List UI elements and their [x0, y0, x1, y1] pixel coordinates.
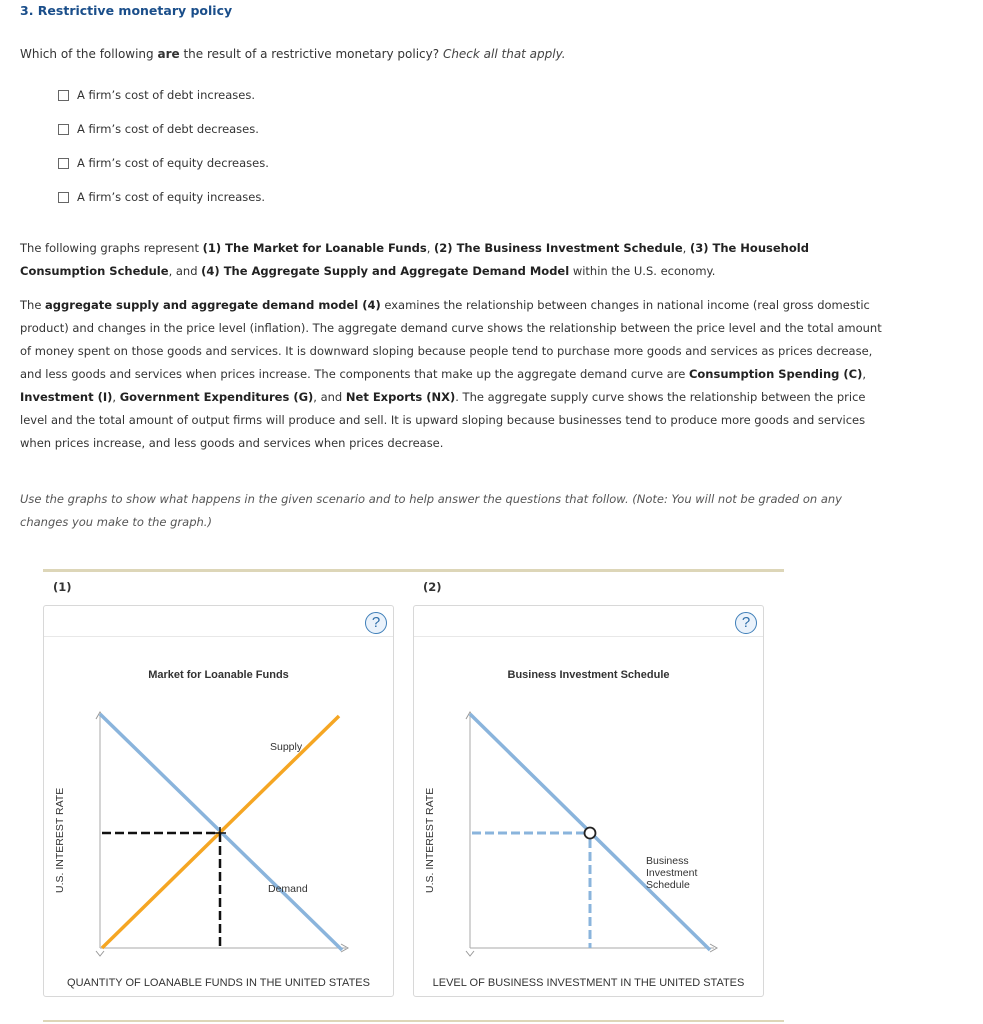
graph-2-number: (2) [423, 580, 442, 594]
intro-paragraph: The following graphs represent (1) The Market for Loanable Funds, (2) The Business Investment Schedule, (3) The Household Consumption Schedule, and (4) The Aggregate Supply and Aggregate Demand Model within the U.S. economy. [20, 241, 809, 278]
investment-point[interactable] [585, 828, 596, 839]
option-label: A firm’s cost of debt decreases. [77, 122, 259, 136]
business-investment-graph[interactable] [413, 605, 764, 997]
origin-marker [466, 951, 474, 956]
loanable-funds-plot[interactable] [44, 606, 393, 996]
option-equity-decreases[interactable] [58, 155, 269, 171]
option-label: A firm’s cost of debt increases. [77, 88, 256, 102]
question-title: 3. Restrictive monetary policy [20, 3, 233, 18]
demand-label: Demand [268, 883, 308, 895]
help-button[interactable]: ? [735, 612, 757, 634]
checkbox[interactable] [58, 124, 69, 135]
help-button[interactable]: ? [365, 612, 387, 634]
graph-area-top-rule [43, 569, 784, 572]
checkbox[interactable] [58, 192, 69, 203]
loanable-funds-graph[interactable] [43, 605, 394, 997]
origin-marker [96, 951, 104, 956]
supply-label: Supply [270, 741, 303, 753]
graph-instructions: Use the graphs to show what happens in the given scenario and to help answer the questions that follow. (Note: You will not be graded on any changes you make to the graph.) [20, 492, 842, 529]
question-prompt: Which of the following are the result of a restrictive monetary policy? Check all that apply. [20, 47, 566, 61]
x-axis-label: LEVEL OF BUSINESS INVESTMENT IN THE UNITED STATES [432, 977, 745, 989]
checkbox[interactable] [58, 158, 69, 169]
option-debt-decreases[interactable] [58, 121, 259, 137]
option-debt-increases[interactable] [58, 87, 255, 103]
graph-1-number: (1) [53, 580, 72, 594]
y-axis-label: U.S. INTEREST RATE [54, 787, 66, 893]
x-axis-label: QUANTITY OF LOANABLE FUNDS IN THE UNITED STATES [67, 977, 370, 989]
chart-title: Business Investment Schedule [507, 669, 670, 681]
chart-title: Market for Loanable Funds [148, 669, 289, 681]
option-label: A firm’s cost of equity increases. [77, 190, 265, 204]
business-investment-plot[interactable] [414, 606, 763, 996]
model-paragraph: The aggregate supply and aggregate demand model (4) examines the relationship between changes in national income (real gross domestic product) and changes in the price level (inflation). The aggregate demand curve shows the relationship between the price level and the total amount of money spent on those goods and services. It is downward sloping because people tend to purchase more goods and services as prices decrease, and less goods and services when prices increase. The components that make up the aggregate demand curve are Consumption Spending (C), Investment (I), Government Expenditures (G), and Net Exports (NX). The aggregate supply curve shows the relationship between the price level and the total amount of output firms will produce and sell. It is upward sloping because businesses tend to produce more goods and services when prices increase, and less goods and services when prices decrease. [20, 298, 882, 450]
y-axis-label: U.S. INTEREST RATE [424, 787, 436, 893]
option-label: A firm’s cost of equity decreases. [77, 156, 269, 170]
checkbox[interactable] [58, 90, 69, 101]
option-equity-increases[interactable] [58, 189, 265, 205]
curve-label: Business Investment Schedule [646, 855, 698, 891]
graph-area-bottom-rule [43, 1020, 784, 1022]
